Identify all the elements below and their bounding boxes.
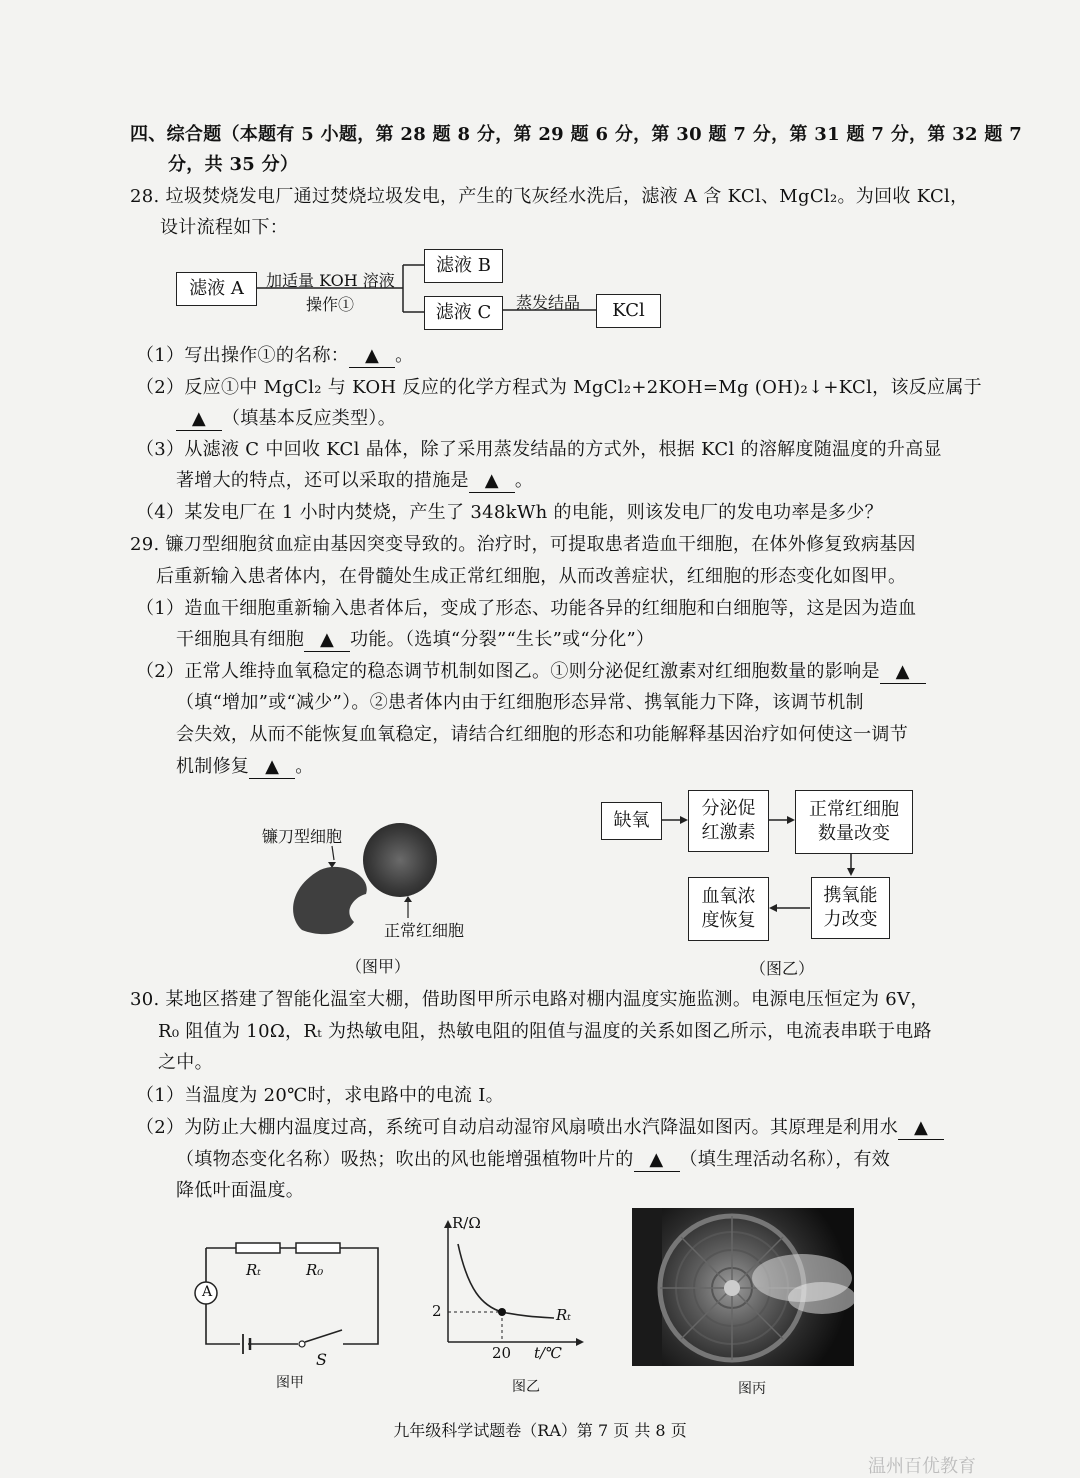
answer-blank[interactable]: ▲	[176, 408, 222, 431]
box-filtrate-a: 滤液 A	[176, 272, 257, 306]
figure-caption-b: （图乙）	[750, 959, 815, 978]
y-axis-label: R/Ω	[452, 1214, 481, 1232]
q29-part1-cont: 干细胞具有细胞 ▲ 功能。（选填“分裂”“生长”或“分化”）	[176, 629, 655, 650]
rt-curve	[458, 1244, 554, 1318]
label-normal-cell: 正常红细胞	[384, 921, 465, 940]
q28-part4: （4）某发电厂在 1 小时内焚烧，产生了 348kWh 的电能，则该发电厂的发电功率是多少？	[136, 502, 883, 523]
rt-label: Rₜ	[246, 1261, 261, 1279]
q30-part1: （1）当温度为 20℃时，求电路中的电流 I。	[136, 1085, 504, 1106]
q28-part1: （1）写出操作①的名称： ▲ 。	[136, 345, 414, 366]
watermark: 温州百优教育	[868, 1456, 976, 1477]
box-filtrate-b: 滤液 B	[424, 249, 503, 283]
q30-stem-cont1: R₀ 阻值为 10Ω，Rₜ 为热敏电阻，热敏电阻的阻值与温度的关系如图乙所示，电流表串联于电路	[158, 1021, 932, 1042]
figure-caption-graph: 图乙	[512, 1379, 540, 1395]
answer-blank[interactable]: ▲	[249, 756, 295, 779]
label-operation: 操作①	[306, 295, 355, 314]
ammeter-label: A	[202, 1284, 213, 1300]
section-heading: 四、综合题（本题有 5 小题，第 28 题 8 分，第 29 题 6 分，第 30 题 7 分，第 31 题 7 分，第 32 题 7	[130, 124, 1023, 145]
x-tick-label: 20	[492, 1344, 512, 1362]
resistor-r0	[296, 1243, 340, 1253]
curve-label: Rₜ	[556, 1306, 571, 1324]
q30-part2-cont1: （填物态变化名称）吸热；吹出的风也能增强植物叶片的 ▲ （填生理活动名称），有效	[176, 1149, 891, 1170]
q29-part2-cont3: 机制修复 ▲ 。	[176, 756, 314, 777]
section-heading-cont: 分，共 35 分）	[168, 154, 299, 175]
box-hypoxia: 缺氧	[601, 802, 662, 840]
answer-blank[interactable]: ▲	[898, 1117, 944, 1140]
box-secrete-epo: 分泌促 红激素	[688, 790, 769, 852]
q30-stem: 30. 某地区搭建了智能化温室大棚，借助图甲所示电路对棚内温度实施监测。电源电压恒定为 6V，	[130, 989, 929, 1010]
answer-blank[interactable]: ▲	[469, 470, 515, 493]
resistor-rt	[236, 1243, 280, 1253]
box-filtrate-c: 滤液 C	[424, 296, 503, 330]
answer-blank[interactable]: ▲	[349, 345, 395, 368]
y-tick-label: 2	[432, 1302, 442, 1320]
q30-part2-cont2: 降低叶面温度。	[176, 1180, 305, 1201]
figure-caption-photo: 图丙	[738, 1381, 766, 1397]
label-reagent: 加适量 KOH 溶液	[266, 271, 395, 290]
answer-blank[interactable]: ▲	[634, 1149, 680, 1172]
q29-stem: 29. 镰刀型细胞贫血症由基因突变导致的。治疗时，可提取患者造血干细胞，在体外修复致病基因	[130, 534, 916, 555]
q30-stem-cont2: 之中。	[158, 1052, 213, 1073]
figure-caption-a: （图甲）	[346, 957, 411, 976]
box-oxygen-restore: 血氧浓 度恢复	[688, 877, 769, 941]
q28-stem-cont: 设计流程如下：	[160, 217, 289, 238]
x-axis-label: t/℃	[534, 1344, 562, 1362]
page-footer: 九年级科学试题卷（RA）第 7 页 共 8 页	[393, 1421, 687, 1440]
answer-blank[interactable]: ▲	[880, 661, 926, 684]
q30-part2: （2）为防止大棚内温度过高，系统可自动启动湿帘风扇喷出水汽降温如图丙。其原理是利用水 ▲	[136, 1117, 944, 1140]
q29-part1: （1）造血干细胞重新输入患者体后，变成了形态、功能各异的红细胞和白细胞等，这是因为造血	[136, 598, 917, 619]
label-sickle-cell: 镰刀型细胞	[262, 827, 343, 846]
switch-lever	[305, 1330, 342, 1342]
switch-label: S	[316, 1350, 327, 1369]
q29-part2: （2）正常人维持血氧稳定的稳态调节机制如图乙。①则分泌促红激素对红细胞数量的影响是 ▲	[136, 661, 926, 684]
q28-part2: （2）反应①中 MgCl₂ 与 KOH 反应的化学方程式为 MgCl₂+2KOH=Mg (OH)₂↓+KCl，该反应属于	[136, 377, 982, 398]
q28-stem: 28. 垃圾焚烧发电厂通过焚烧垃圾发电，产生的飞灰经水洗后，滤液 A 含 KCl、MgCl₂。为回收 KCl，	[130, 186, 969, 207]
box-rbc-count: 正常红细胞 数量改变	[795, 790, 913, 854]
fan-illustration	[632, 1208, 854, 1366]
circuit-svg	[188, 1236, 388, 1366]
fan-photo	[632, 1208, 854, 1366]
box-kcl: KCl	[596, 294, 661, 328]
figure-caption-circuit: 图甲	[276, 1375, 304, 1391]
q28-part3: （3）从滤液 C 中回收 KCl 晶体，除了采用蒸发结晶的方式外，根据 KCl 的溶解度随温度的升高显	[136, 439, 942, 460]
q28-part3-cont: 著增大的特点，还可以采取的措施是 ▲ 。	[176, 470, 534, 491]
data-point	[498, 1308, 506, 1316]
rt-graph-svg	[428, 1220, 588, 1360]
answer-blank[interactable]: ▲	[304, 629, 350, 652]
r0-label: R₀	[306, 1261, 324, 1279]
q28-part2-cont: ▲ （填基本反应类型）。	[176, 408, 396, 431]
q29-part2-cont2: 会失效，从而不能恢复血氧稳定，请结合红细胞的形态和功能解释基因治疗如何使这一调节	[176, 724, 908, 745]
q29-stem-cont: 后重新输入患者体内，在骨髓处生成正常红细胞，从而改善症状，红细胞的形态变化如图甲。	[156, 566, 907, 587]
label-evaporate: 蒸发结晶	[516, 293, 581, 312]
box-oxygen-capacity: 携氧能 力改变	[811, 877, 890, 939]
q29-part2-cont1: （填“增加”或“减少”）。②患者体内由于红细胞形态异常、携氧能力下降，该调节机制	[176, 692, 864, 713]
